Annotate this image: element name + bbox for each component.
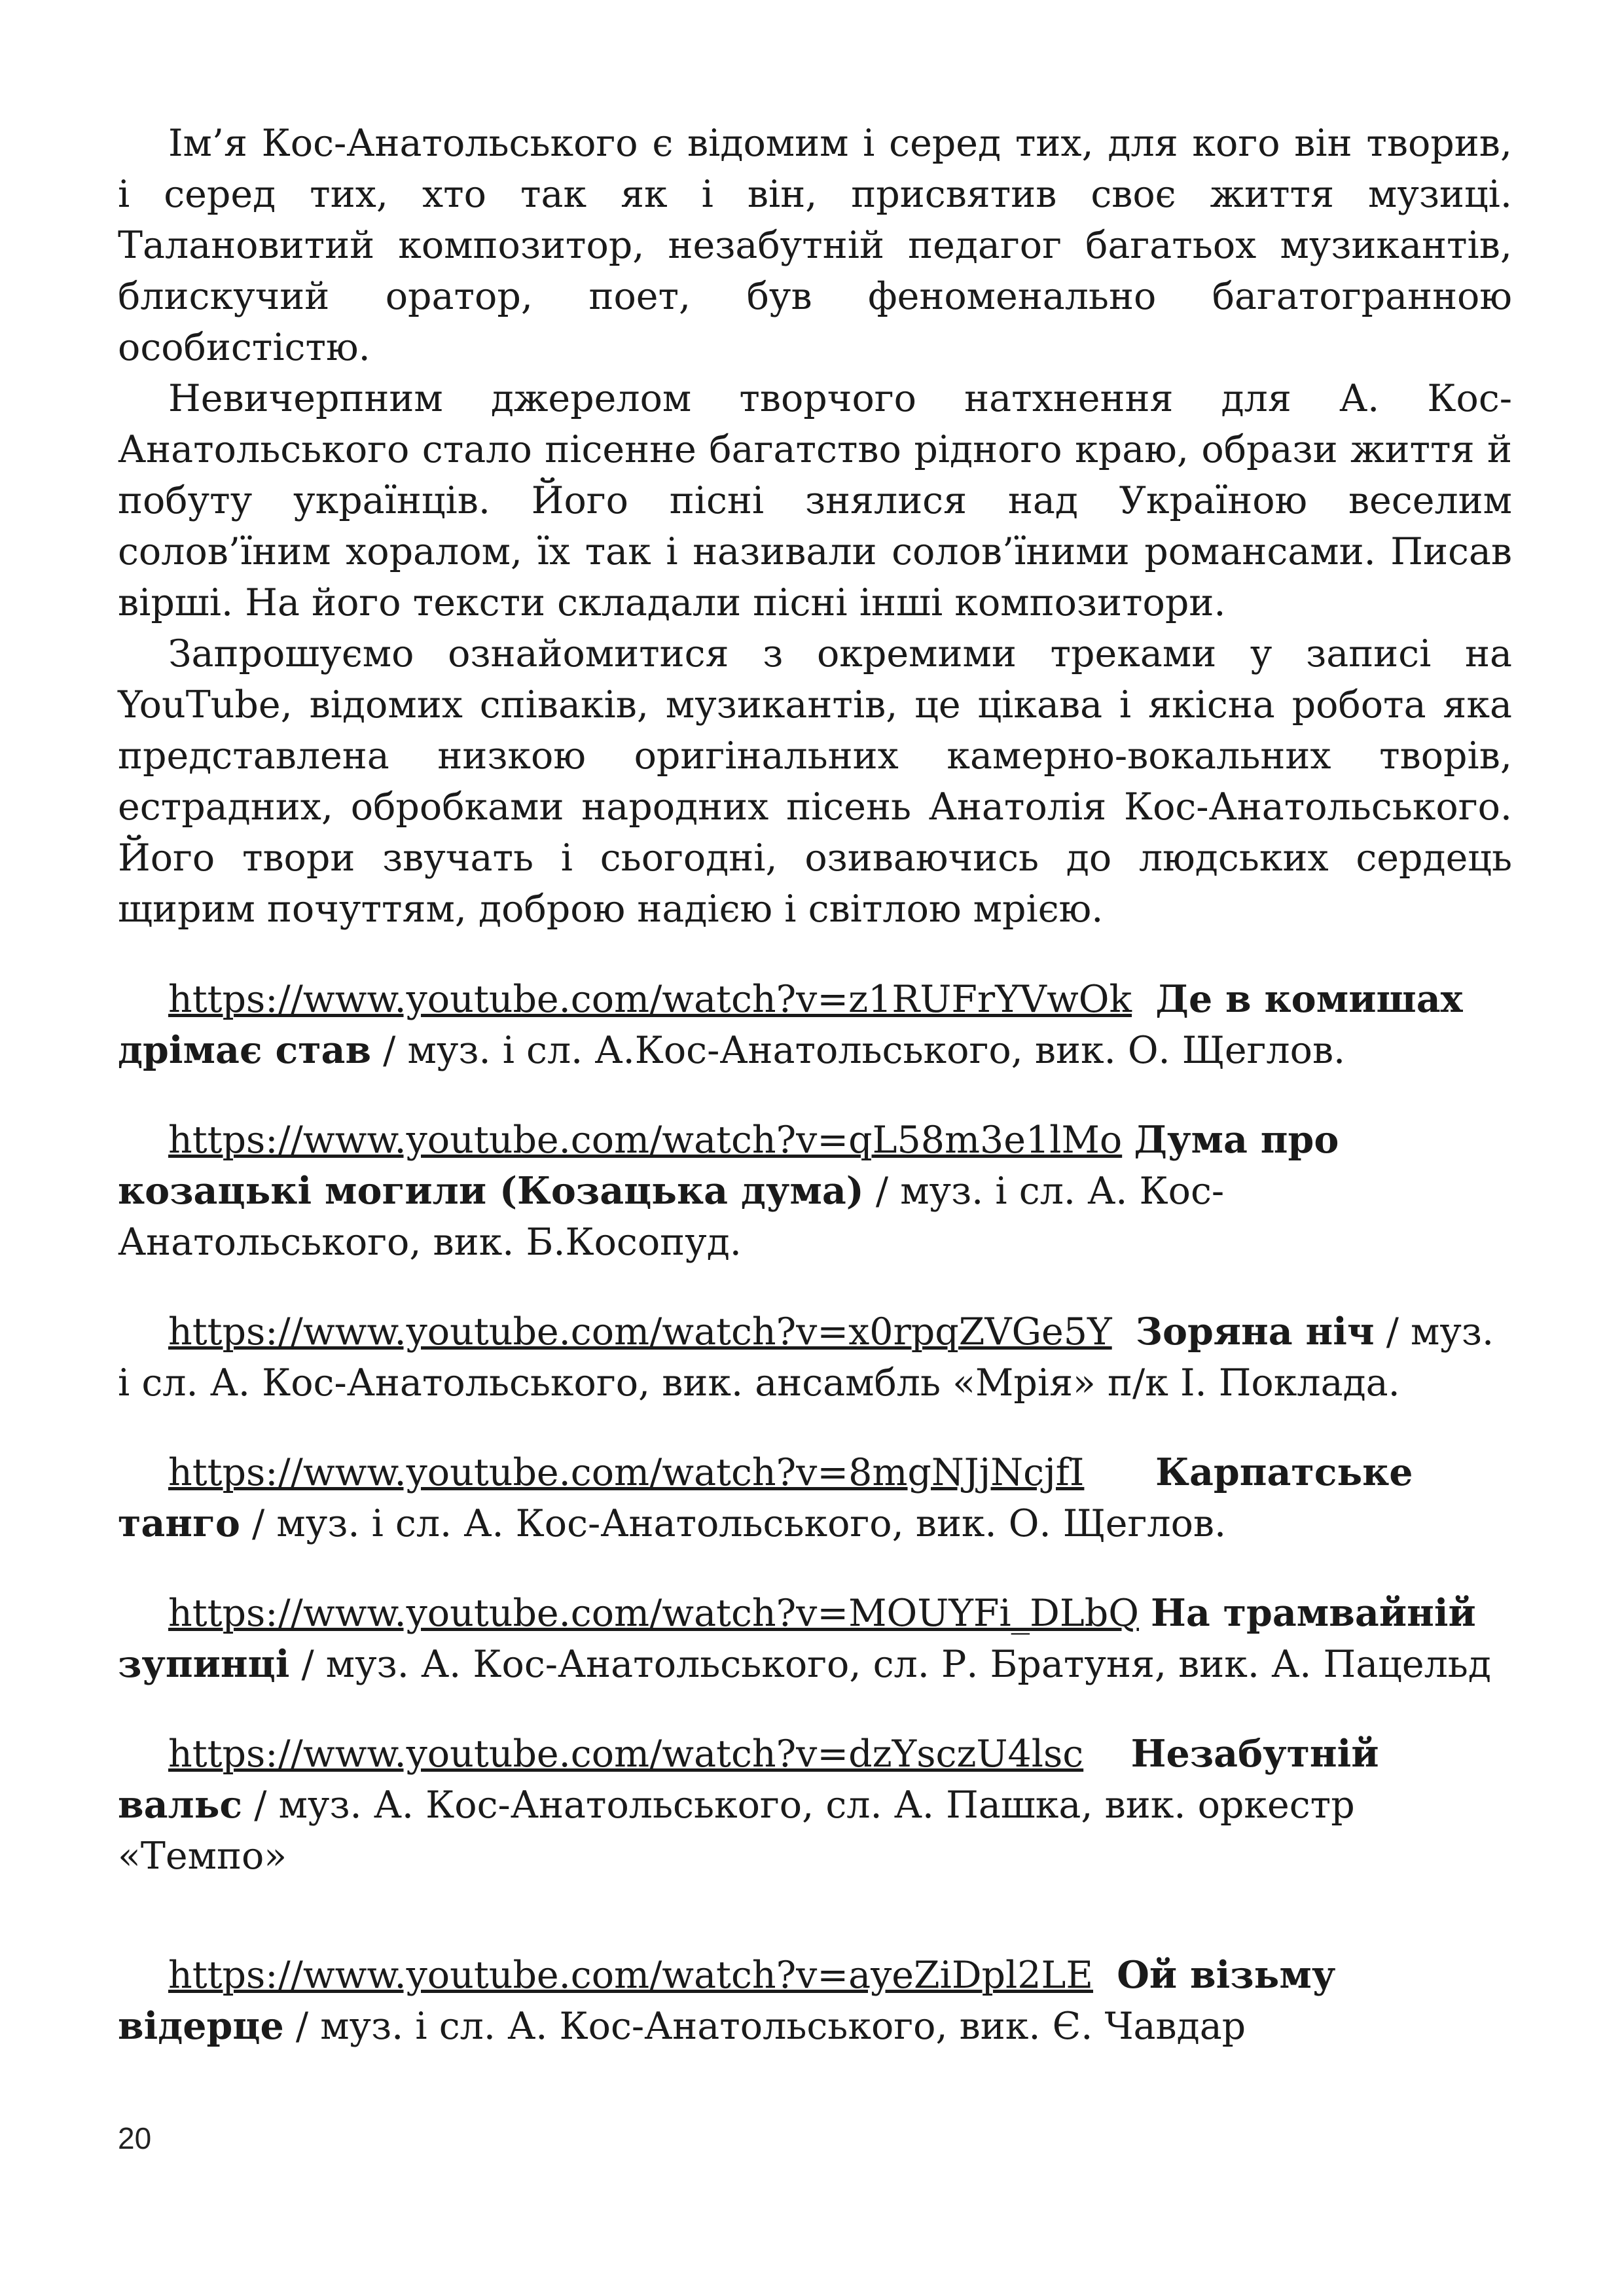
youtube-link[interactable]: https://www.youtube.com/watch?v=8mgNJjNcjfI (168, 1451, 1085, 1494)
song-credits: / муз. А. Кос-Анатольського, сл. А. Пашка, вик. оркестр «Темпо» (118, 1784, 1355, 1878)
track-entry (118, 1306, 1512, 1408)
youtube-link[interactable]: https://www.youtube.com/watch?v=x0rpqZVGe5Y (168, 1310, 1112, 1354)
youtube-link[interactable]: https://www.youtube.com/watch?v=ayeZiDpl2LE (168, 1954, 1094, 1997)
song-title: Де в комишах дрімає став (118, 977, 1463, 1072)
track-entry (118, 1447, 1512, 1549)
youtube-link[interactable]: https://www.youtube.com/watch?v=MOUYFi_DLbQ (168, 1592, 1139, 1635)
song-credits: / муз. і сл. А.Кос-Анатольського, вик. О. Щеглов. (371, 1029, 1346, 1072)
song-title: Карпатське танго (118, 1450, 1413, 1545)
song-title: Зоряна ніч (1135, 1310, 1375, 1354)
youtube-link[interactable]: https://www.youtube.com/watch?v=qL58m3e1lMo (168, 1119, 1123, 1162)
song-credits: / муз. А. Кос-Анатольського, сл. Р. Братуня, вик. А. Пацельд (289, 1643, 1491, 1686)
song-credits: / муз. і сл. А. Кос-Анатольського, вик. Є. Чавдар (283, 2005, 1246, 2048)
song-credits: / муз. і сл. А. Кос-Анатольського, вик. Б.Косопуд. (118, 1170, 1225, 1264)
inspiration-paragraph: Невичерпним джерелом творчого натхнення для А. Кос-Анатольського стало пісенне багатство рідного краю, образи життя й побуту українців. Його пісні знялися над Україною веселим солов’їним хоралом, їх так і називали солов’їними романсами. Писав вірші. На його тексти складали пісні інші композитори. (118, 377, 1512, 624)
track-list (118, 974, 1512, 2052)
track-entry (118, 974, 1512, 1076)
intro-paragraph: Ім’я Кос-Анатольського є відомим і серед тих, для кого він творив, і серед тих, хто так як і він, присвятив своє життя музиці. Талановитий композитор, незабутній педагог багатьох музикантів, блискучий оратор, поет, був феноменально багатогранною особистістю. (118, 122, 1512, 369)
song-title: На трамвайній зупинці (118, 1591, 1476, 1686)
song-title: Ой візьму відерце (118, 1953, 1336, 2048)
youtube-link[interactable]: https://www.youtube.com/watch?v=dzYsczU4lsc (168, 1732, 1084, 1776)
page-body (118, 118, 1512, 2090)
track-entry (118, 1950, 1512, 2052)
song-title: Дума про козацькі могили (Козацька дума) (118, 1118, 1339, 1213)
song-credits: / муз. і сл. А. Кос-Анатольського, вик. ансамбль «Мрія» п/к І. Поклада. (118, 1310, 1494, 1405)
track-entry (118, 1115, 1512, 1268)
youtube-link[interactable]: https://www.youtube.com/watch?v=z1RUFrYVwOk (168, 978, 1132, 1021)
page-number: 20 (118, 2121, 152, 2155)
track-entry (118, 1588, 1512, 1690)
song-title: Незабутній вальс (118, 1732, 1379, 1827)
song-credits: / муз. і сл. А. Кос-Анатольського, вик. О. Щеглов. (240, 1502, 1227, 1545)
track-entry (118, 1729, 1512, 1882)
invitation-paragraph: Запрошуємо ознайомитися з окремими треками у записі на YouTube, відомих співаків, музикантів, це цікава і якісна робота яка представлена низкою оригінальних камерно-вокальних творів, естрадних, обробками народних пісень Анатолія Кос-Анатольського. Його твори звучать і сьогодні, озиваючись до людських сердець щирим почуттям, доброю надією і світлою мрією. (118, 632, 1512, 931)
